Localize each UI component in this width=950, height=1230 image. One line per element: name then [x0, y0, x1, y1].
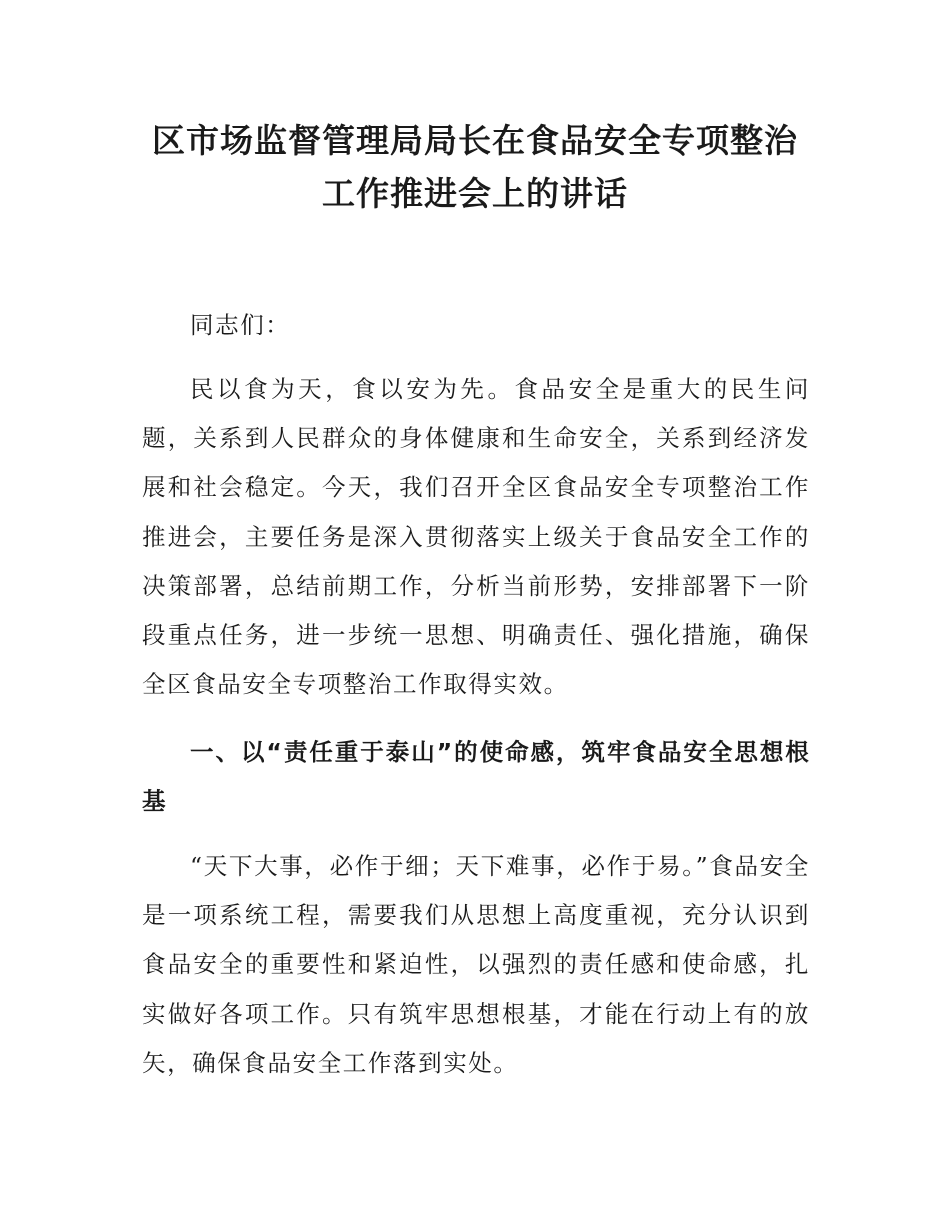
paragraph-intro: 民以食为天，食以安为先。食品安全是重大的民生问题，关系到人民群众的身体健康和生命安全，关系到经济发展和社会稳定。今天，我们召开全区食品安全专项整治工作推进会，主要任务是深入贯彻落实上级关于食品安全工作的决策部署，总结前期工作，分析当前形势，安排部署下一阶段重点任务，进一步统一思想、明确责任、强化措施，确保全区食品安全专项整治工作取得实效。 [142, 375, 810, 699]
paragraph-section-1: “天下大事，必作于细；天下难事，必作于易。”食品安全是一项系统工程，需要我们从思想上高度重视，充分认识到食品安全的重要性和紧迫性，以强烈的责任感和使命感，扎实做好各项工作。只有筑牢思想根基，才能在行动上有的放矢，确保食品安全工作落到实处。 [142, 852, 810, 1077]
greeting: 同志们： [190, 311, 291, 339]
section-heading-1: 一、以“责任重于泰山”的使命感，筑牢食品安全思想根基 [142, 738, 810, 816]
title-line-2: 工作推进会上的讲话 [322, 174, 628, 213]
title-line-1: 区市场监督管理局局长在食品安全专项整治 [152, 121, 798, 160]
document-title [100, 114, 850, 220]
